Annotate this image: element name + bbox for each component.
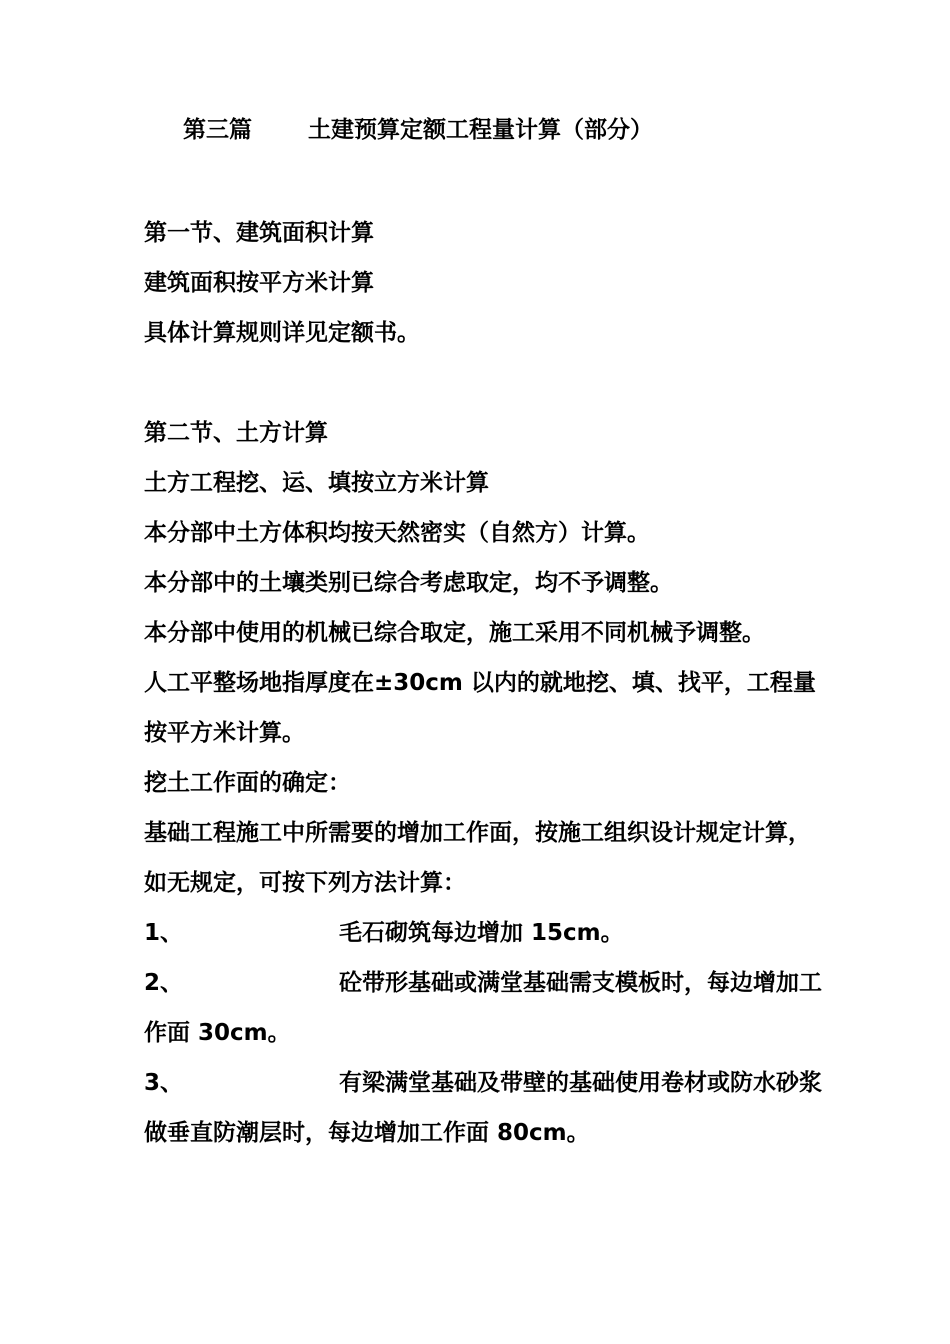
title-part-b: 土建预算定额工程量计算（部分） xyxy=(308,117,653,143)
section1-line-2: 具体计算规则详见定额书。 xyxy=(144,320,420,346)
section2-line-1: 土方工程挖、运、填按立方米计算 xyxy=(144,470,489,496)
section1-line-1: 建筑面积按平方米计算 xyxy=(144,270,374,296)
section2-line-4: 本分部中使用的机械已综合取定，施工采用不同机械予调整。 xyxy=(144,620,765,646)
section2-line-3: 本分部中的土壤类别已综合考虑取定，均不予调整。 xyxy=(144,570,673,596)
list-item-number: 3、 xyxy=(144,1070,184,1096)
section2-line-7: 基础工程施工中所需要的增加工作面，按施工组织设计规定计算，如无规定，可按下列方法计算： xyxy=(144,820,811,896)
section2-line-5: 人工平整场地指厚度在±30cm 以内的就地挖、填、找平，工程量按平方米计算。 xyxy=(144,670,816,746)
list-item-number: 2、 xyxy=(144,970,184,996)
list-item-text: 毛石砌筑每边增加 15cm。 xyxy=(339,920,624,946)
section2-line-2: 本分部中土方体积均按天然密实（自然方）计算。 xyxy=(144,520,650,546)
list-item xyxy=(144,908,824,958)
list-item-text: 有梁满堂基础及带壁的基础使用卷材或防水砂浆做垂直防潮层时，每边增加工作面 80cm。 xyxy=(144,1070,822,1146)
section1-heading: 第一节、建筑面积计算 xyxy=(144,220,374,246)
page-title xyxy=(183,112,653,148)
list-item xyxy=(144,958,824,1058)
document-body xyxy=(144,208,824,1158)
section2-heading: 第二节、土方计算 xyxy=(144,420,328,446)
title-part-a: 第三篇 xyxy=(183,117,252,143)
list-item-text: 砼带形基础或满堂基础需支模板时，每边增加工作面 30cm。 xyxy=(144,970,822,1046)
list-item-number: 1、 xyxy=(144,920,184,946)
section2-line-6: 挖土工作面的确定： xyxy=(144,770,351,796)
section-spacer xyxy=(144,358,824,408)
list-item xyxy=(144,1058,824,1158)
